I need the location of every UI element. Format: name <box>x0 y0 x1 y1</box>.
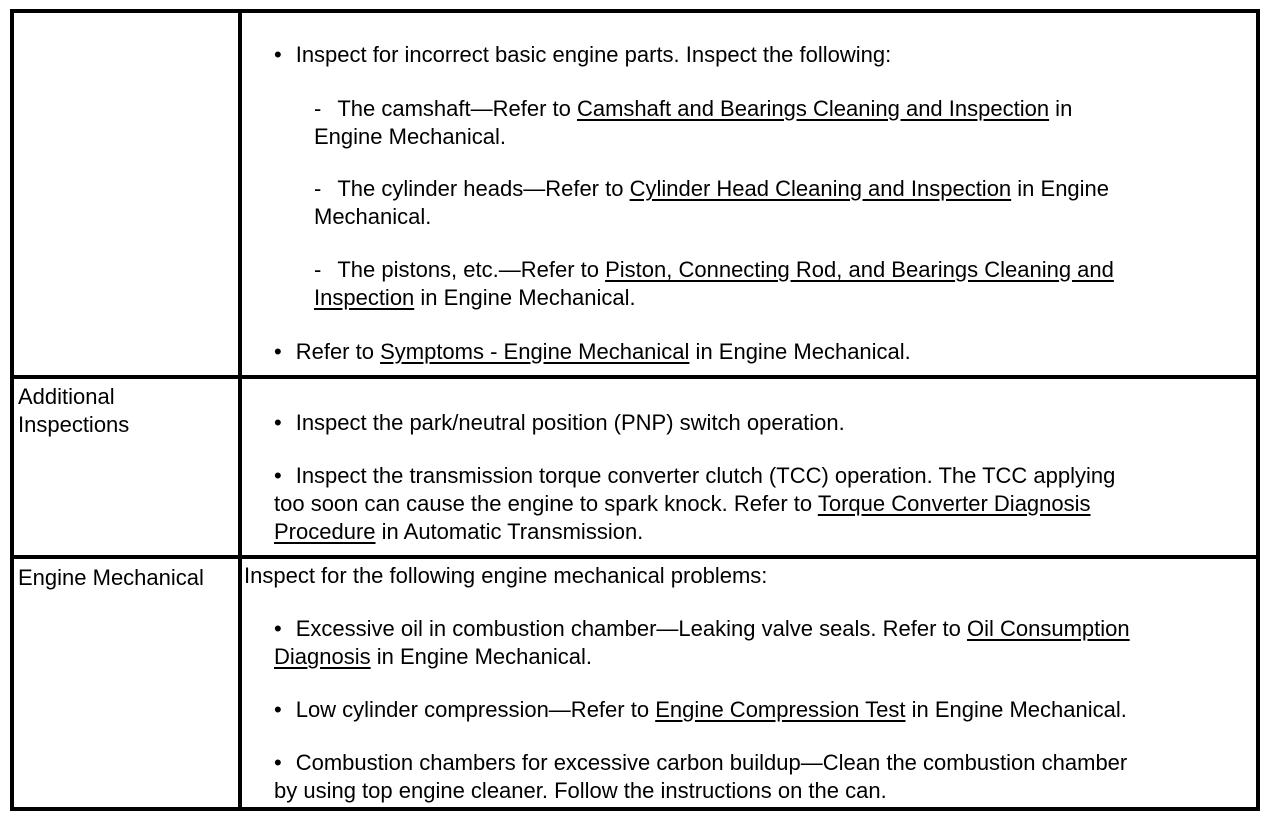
oil-consumption-link[interactable]: Oil Consumption <box>967 616 1130 641</box>
list-item-continuation <box>274 490 1091 518</box>
torque-converter-procedure-link[interactable]: Procedure <box>274 519 376 544</box>
column-divider <box>238 379 242 557</box>
list-item <box>274 41 891 69</box>
cylinder-head-inspection-link[interactable]: Cylinder Head Cleaning and Inspection <box>629 176 1012 201</box>
table-row <box>14 13 1256 379</box>
row-label-line: Inspections <box>18 412 130 437</box>
dash-marker: - <box>314 257 322 282</box>
piston-rod-bearings-link-cont[interactable]: Inspection <box>314 285 415 310</box>
dash-marker: - <box>314 176 322 201</box>
bullet-marker: • <box>274 410 282 435</box>
item-text: Excessive oil in combustion chamber—Leaking valve seals. Refer to <box>295 616 968 641</box>
list-item-continuation <box>274 777 887 805</box>
item-text: too soon can cause the engine to spark knock. Refer to <box>274 491 818 516</box>
bullet-marker: • <box>274 616 282 641</box>
symptoms-engine-mechanical-link[interactable]: Symptoms - Engine Mechanical <box>380 339 690 364</box>
item-text: The cylinder heads—Refer to <box>337 176 630 201</box>
list-item-continuation <box>274 643 592 671</box>
bullet-marker: • <box>274 697 282 722</box>
table-row <box>14 555 1256 807</box>
row-label-line: Engine Mechanical <box>18 565 204 590</box>
item-text: Inspect the transmission torque converter clutch (TCC) operation. The TCC applying <box>295 463 1116 488</box>
item-text: Low cylinder compression—Refer to <box>295 697 656 722</box>
item-text: in Engine Mechanical. <box>370 644 592 669</box>
item-text: The pistons, etc.—Refer to <box>337 257 606 282</box>
diagnostic-table <box>10 9 1260 811</box>
list-item-continuation <box>274 518 643 546</box>
bullet-marker: • <box>274 463 282 488</box>
bullet-marker: • <box>274 339 282 364</box>
item-text: Inspect for incorrect basic engine parts. Inspect the following: <box>295 42 892 67</box>
torque-converter-diagnosis-link[interactable]: Torque Converter Diagnosis <box>817 491 1091 516</box>
list-item <box>274 749 1127 777</box>
row-intro-text: Inspect for the following engine mechanical problems: <box>244 563 768 588</box>
list-item <box>314 95 1072 123</box>
list-item-continuation <box>314 203 431 231</box>
engine-compression-test-link[interactable]: Engine Compression Test <box>655 697 906 722</box>
list-item <box>274 462 1115 490</box>
item-text: Engine Mechanical. <box>314 124 507 149</box>
item-text: Combustion chambers for excessive carbon buildup—Clean the combustion chamber <box>295 750 1128 775</box>
list-item <box>274 409 845 437</box>
table-row <box>14 375 1256 557</box>
item-text: in Automatic Transmission. <box>375 519 644 544</box>
piston-rod-bearings-link[interactable]: Piston, Connecting Rod, and Bearings Cleaning and <box>605 257 1114 282</box>
list-item <box>314 175 1109 203</box>
list-item-continuation <box>314 123 506 151</box>
list-item-continuation <box>314 284 636 312</box>
item-text: in Engine Mechanical. <box>689 339 911 364</box>
list-item <box>314 256 1114 284</box>
item-text: in Engine Mechanical. <box>905 697 1127 722</box>
bullet-marker: • <box>274 42 282 67</box>
item-text: by using top engine cleaner. Follow the instructions on the can. <box>274 778 887 803</box>
column-divider <box>238 559 242 807</box>
bullet-marker: • <box>274 750 282 775</box>
item-text: The camshaft—Refer to <box>337 96 577 121</box>
row-label-line: Additional <box>18 384 115 409</box>
dash-marker: - <box>314 96 322 121</box>
oil-consumption-diagnosis-link[interactable]: Diagnosis <box>274 644 371 669</box>
item-text: in Engine Mechanical. <box>414 285 636 310</box>
item-text: in <box>1049 96 1073 121</box>
item-text: in Engine <box>1011 176 1110 201</box>
column-divider <box>238 13 242 379</box>
list-item <box>274 615 1130 643</box>
camshaft-inspection-link[interactable]: Camshaft and Bearings Cleaning and Inspection <box>576 96 1050 121</box>
list-item <box>274 338 911 366</box>
item-text: Mechanical. <box>314 204 432 229</box>
item-text: Refer to <box>295 339 381 364</box>
list-item <box>274 696 1127 724</box>
item-text: Inspect the park/neutral position (PNP) switch operation. <box>295 410 845 435</box>
